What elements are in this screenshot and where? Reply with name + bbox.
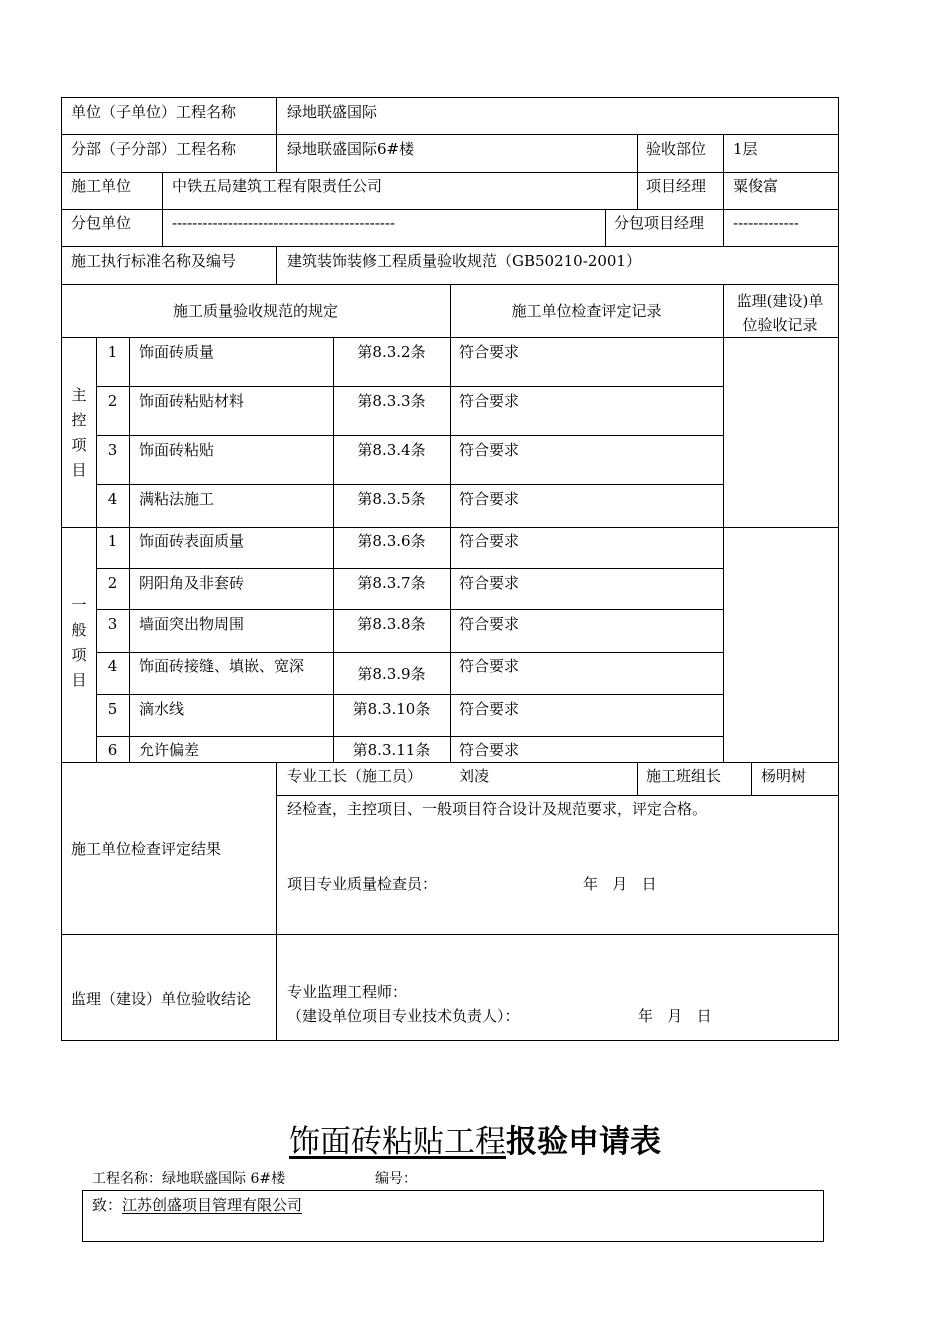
item-number: 2 <box>107 574 118 592</box>
owner-representative-label: （建设单位项目专业技术负责人）： <box>287 1007 520 1025</box>
recipient-line <box>92 1196 302 1214</box>
item-number: 3 <box>107 441 118 459</box>
item-result: 符合要求 <box>459 657 520 675</box>
title-project-part: 饰面砖粘贴工程 <box>289 1124 506 1160</box>
foreman-label: 专业工长（施工员） <box>287 767 423 785</box>
item-clause: 第8.3.8条 <box>357 615 426 633</box>
item-name: 滴水线 <box>139 700 185 718</box>
item-result: 符合要求 <box>459 741 520 759</box>
project-manager-value: 粟俊富 <box>733 177 779 195</box>
contractor-value: 中铁五局建筑工程有限责任公司 <box>172 177 383 195</box>
item-name: 允许偏差 <box>139 741 200 759</box>
item-clause: 第8.3.2条 <box>357 343 426 361</box>
item-number: 3 <box>107 615 118 633</box>
item-clause: 第8.3.11条 <box>352 741 431 759</box>
acceptance-part-value: 1层 <box>733 140 758 158</box>
item-clause: 第8.3.9条 <box>357 665 426 683</box>
project-name-label: 工程名称：绿地联盛国际 6#楼 <box>92 1171 286 1187</box>
item-result: 符合要求 <box>459 615 520 633</box>
inspector-label: 项目专业质量检查员： <box>287 875 438 893</box>
project-manager-label: 项目经理 <box>646 177 707 195</box>
sub-project-value: 绿地联盛国际6#楼 <box>287 140 415 158</box>
item-result: 符合要求 <box>459 392 520 410</box>
item-number: 6 <box>107 741 118 759</box>
standard-label: 施工执行标准名称及编号 <box>71 252 237 270</box>
result-conclusion: 经检查，主控项目、一般项目符合设计及规范要求，评定合格。 <box>287 800 708 818</box>
item-clause: 第8.3.5条 <box>357 490 426 508</box>
general-items-group-label: 一般项目 <box>71 596 87 689</box>
column-header-supervision: 监理(建设)单位验收记录 <box>736 292 824 334</box>
item-result: 符合要求 <box>459 343 520 361</box>
team-leader-label: 施工班组长 <box>646 767 722 785</box>
unit-project-label: 单位（子单位）工程名称 <box>71 103 237 121</box>
unit-project-value: 绿地联盛国际 <box>287 103 378 121</box>
item-clause: 第8.3.10条 <box>352 700 431 718</box>
sub-project-label: 分部（子分部）工程名称 <box>71 140 237 158</box>
supervision-engineer-label: 专业监理工程师： <box>287 983 408 1001</box>
item-name: 饰面砖粘贴 <box>139 441 215 459</box>
item-result: 符合要求 <box>459 532 520 550</box>
item-number: 4 <box>107 657 118 675</box>
item-number: 5 <box>107 700 118 718</box>
item-name: 墙面突出物周围 <box>139 615 245 633</box>
item-number: 1 <box>107 343 118 361</box>
item-clause: 第8.3.7条 <box>357 574 426 592</box>
result-section-label: 施工单位检查评定结果 <box>71 840 222 858</box>
recipient-prefix: 致： <box>92 1196 123 1214</box>
item-name: 饰面砖表面质量 <box>139 532 245 550</box>
second-form-title <box>0 1122 950 1162</box>
team-leader-value: 杨明树 <box>761 767 807 785</box>
item-clause: 第8.3.4条 <box>357 441 426 459</box>
item-result: 符合要求 <box>459 574 520 592</box>
number-label: 编号： <box>375 1171 417 1187</box>
item-name: 满粘法施工 <box>139 490 215 508</box>
sub-manager-value: ------------- <box>733 214 799 232</box>
item-number: 4 <box>107 490 118 508</box>
item-name: 饰面砖粘贴材料 <box>139 392 245 410</box>
subcontractor-label: 分包单位 <box>71 214 132 232</box>
subcontractor-value: -------------------------------------------- <box>172 214 396 232</box>
foreman-value: 刘凌 <box>459 767 490 785</box>
title-form-part: 报验申请表 <box>506 1124 661 1160</box>
main-items-group-label: 主控项目 <box>71 386 87 479</box>
item-clause: 第8.3.3条 <box>357 392 426 410</box>
item-number: 1 <box>107 532 118 550</box>
item-number: 2 <box>107 392 118 410</box>
standard-value: 建筑装饰装修工程质量验收规范（GB50210-2001） <box>287 252 641 270</box>
item-result: 符合要求 <box>459 700 520 718</box>
item-result: 符合要求 <box>459 490 520 508</box>
supervision-date: 年 月 日 <box>638 1007 712 1025</box>
column-header-spec: 施工质量验收规范的规定 <box>172 302 338 320</box>
contractor-label: 施工单位 <box>71 177 132 195</box>
item-name: 饰面砖质量 <box>139 343 215 361</box>
item-name: 阴阳角及非套砖 <box>139 574 245 592</box>
item-clause: 第8.3.6条 <box>357 532 426 550</box>
supervision-section-label: 监理（建设）单位验收结论 <box>71 990 252 1008</box>
recipient-company: 江苏创盛项目管理有限公司 <box>122 1196 303 1214</box>
sub-manager-label: 分包项目经理 <box>614 214 705 232</box>
result-date: 年 月 日 <box>583 875 657 893</box>
item-result: 符合要求 <box>459 441 520 459</box>
item-name: 饰面砖接缝、填嵌、宽深 <box>139 657 305 675</box>
acceptance-part-label: 验收部位 <box>646 140 707 158</box>
column-header-check: 施工单位检查评定记录 <box>511 302 662 320</box>
